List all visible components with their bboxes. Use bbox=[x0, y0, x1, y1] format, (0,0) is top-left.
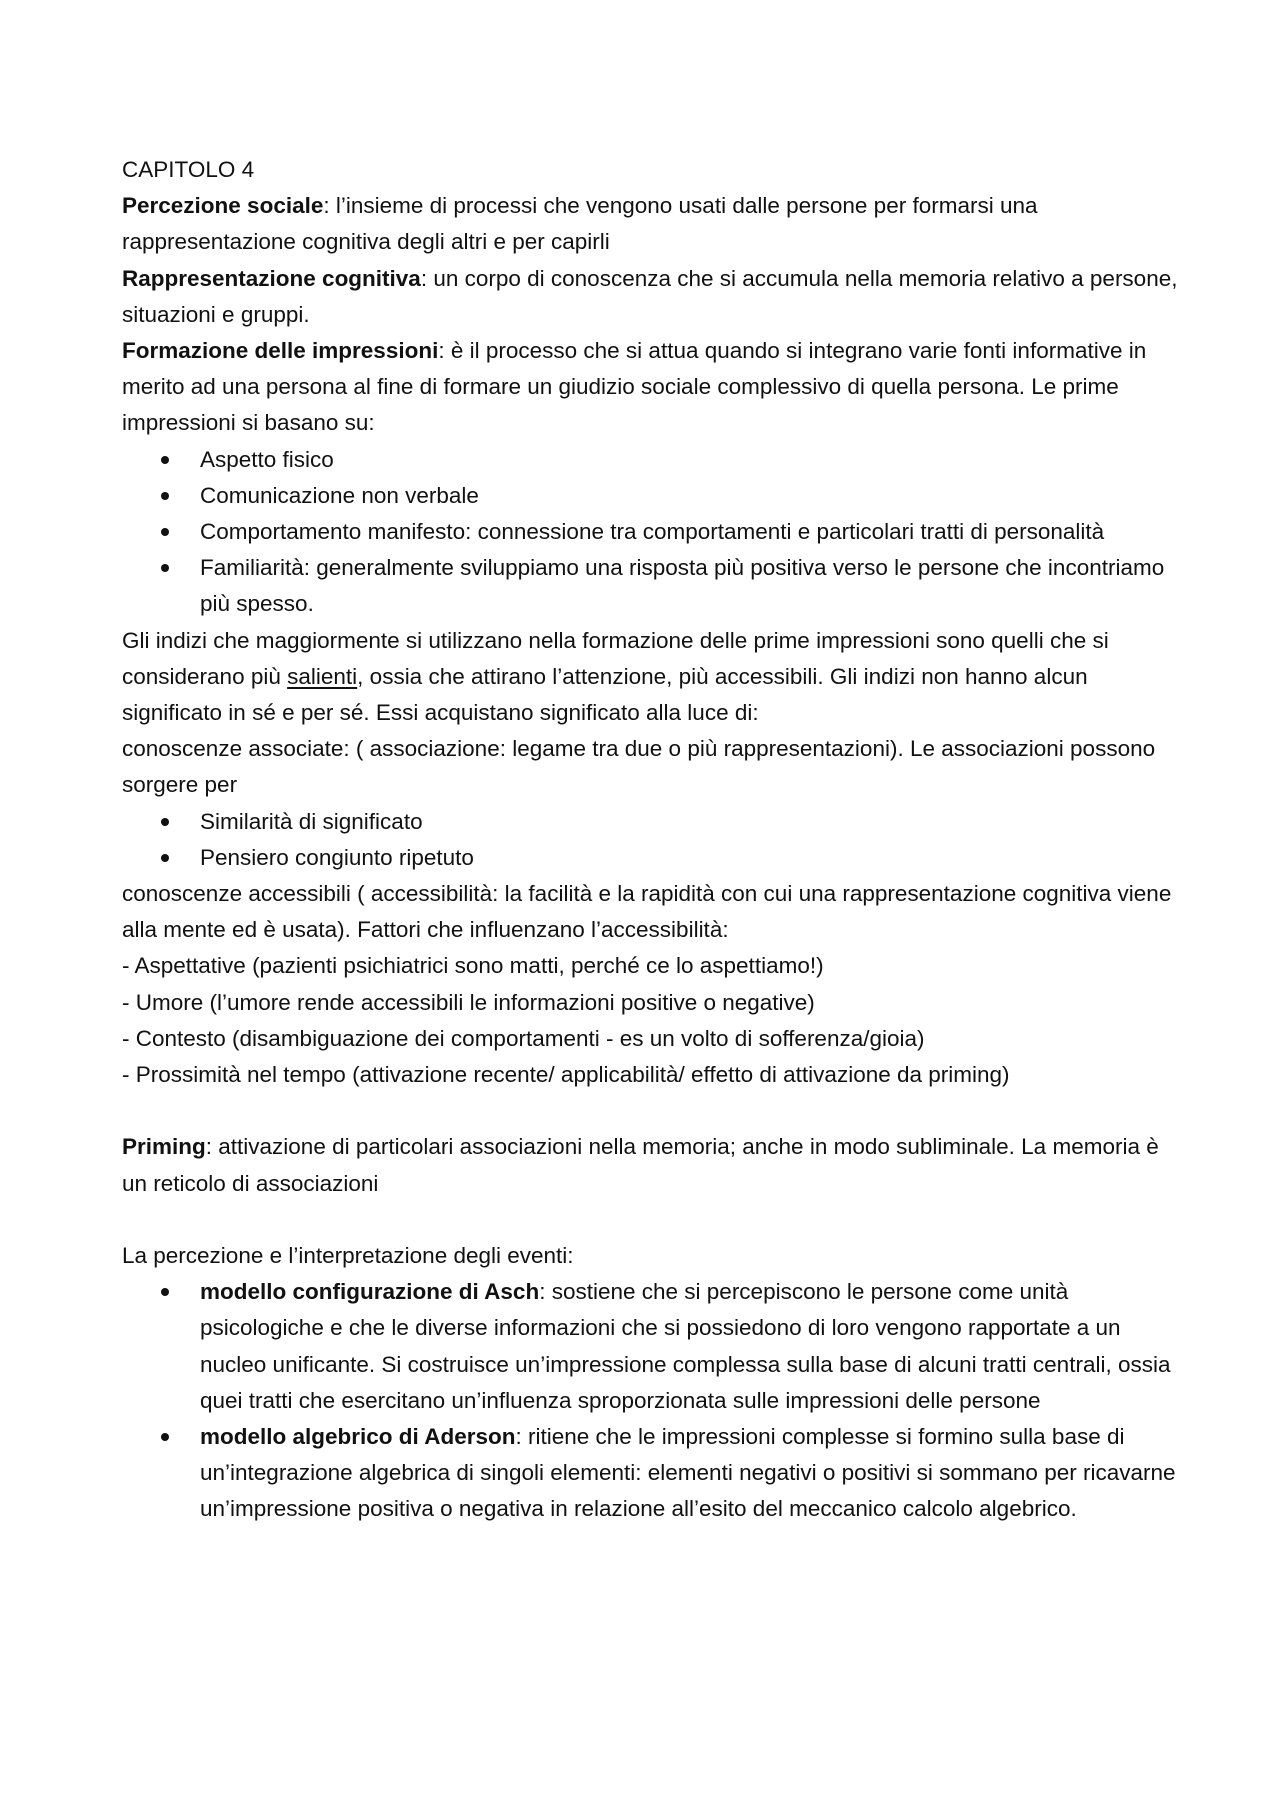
blank-line bbox=[122, 1093, 1182, 1129]
list-item-aderson bbox=[200, 1419, 1182, 1528]
fattore-line: - Contesto (disambiguazione dei comportamenti - es un volto di sofferenza/gioia) bbox=[122, 1025, 925, 1051]
term-priming: Priming bbox=[122, 1134, 206, 1160]
models-list bbox=[122, 1274, 1182, 1527]
fattore-line: - Aspettative (pazienti psichiatrici sono matti, perché ce lo aspettiamo!) bbox=[122, 953, 824, 979]
list-item: Pensiero congiunto ripetuto bbox=[200, 840, 1182, 876]
underlined-word-salienti: salienti bbox=[287, 663, 358, 689]
list-item: Aspetto fisico bbox=[200, 442, 1182, 478]
fattore-line: - Umore (l’umore rende accessibili le informazioni positive o negative) bbox=[122, 989, 815, 1015]
term-modello-asch: modello configurazione di Asch bbox=[200, 1279, 540, 1305]
impressions-basis-list bbox=[122, 442, 1182, 623]
indizi-paragraph bbox=[122, 623, 1182, 732]
definition-percezione-sociale bbox=[122, 188, 1182, 260]
definition-formazione-impressioni bbox=[122, 333, 1182, 442]
conoscenze-accessibili-paragraph: conoscenze accessibili ( accessibilità: la facilità e la rapidità con cui una rappresentazione cognitiva viene alla mente ed è usata). Fattori che influenzano l’accessibilità: bbox=[122, 881, 1172, 943]
list-item: Comportamento manifesto: connessione tra comportamenti e particolari tratti di personalità bbox=[200, 514, 1182, 550]
definition-text-priming: : attivazione di particolari associazioni nella memoria; anche in modo subliminale. La memoria è un reticolo di associazioni bbox=[122, 1134, 1159, 1196]
definition-text-percezione-sociale: : l’insieme di processi che vengono usati dalle persone per formarsi una rappresentazione cognitiva degli altri e per capirli bbox=[122, 193, 1038, 255]
term-rappresentazione-cognitiva: Rappresentazione cognitiva bbox=[122, 265, 421, 291]
blank-line bbox=[122, 1202, 1182, 1238]
indizi-text-after: , ossia che attirano l’attenzione, più accessibili. Gli indizi non hanno alcun significato in sé e per sé. Essi acquistano significato alla luce di: bbox=[122, 663, 1088, 726]
term-percezione-sociale: Percezione sociale bbox=[122, 193, 324, 219]
list-item: Familiarità: generalmente sviluppiamo una risposta più positiva verso le persone che incontriamo più spesso. bbox=[200, 550, 1182, 622]
interpretazione-intro: La percezione e l’interpretazione degli eventi: bbox=[122, 1243, 574, 1269]
chapter-title: CAPITOLO 4 bbox=[122, 157, 255, 182]
term-formazione-impressioni: Formazione delle impressioni bbox=[122, 338, 439, 364]
associations-list bbox=[122, 804, 1182, 876]
fattore-line: - Prossimità nel tempo (attivazione recente/ applicabilità/ effetto di attivazione da priming) bbox=[122, 1062, 1010, 1088]
conoscenze-associate-paragraph: conoscenze associate: ( associazione: legame tra due o più rappresentazioni). Le associazioni possono sorgere per bbox=[122, 736, 1156, 798]
text-modello-aderson: : ritiene che le impressioni complesse si formino sulla base di un’integrazione algebrica di singoli elementi: elementi negativi o positivi si sommano per ricavarne un’impressione positiva o negativa in relazione all’esito del meccanico calcolo algebrico. bbox=[200, 1424, 1176, 1522]
term-modello-aderson: modello algebrico di Aderson bbox=[200, 1424, 516, 1450]
indizi-text-before: Gli indizi che maggiormente si utilizzano nella formazione delle prime impressioni sono quelli che si considerano più bbox=[122, 627, 1109, 689]
list-item: Similarità di significato bbox=[200, 804, 1182, 840]
text-modello-asch: : sostiene che si percepiscono le persone come unità psicologiche e che le diverse informazioni che si possiedono di loro vengono rapportate a un nucleo unificante. Si costruisce un’impressione complessa sulla base di alcuni tratti centrali, ossia quei tratti che esercitano un’influenza sproporzionata sulle impressioni delle persone bbox=[200, 1279, 1171, 1413]
definition-rappresentazione-cognitiva bbox=[122, 261, 1182, 333]
definition-text-rappresentazione-cognitiva: : un corpo di conoscenza che si accumula nella memoria relativo a persone, situazioni e gruppi. bbox=[122, 265, 1178, 327]
list-item-asch bbox=[200, 1274, 1182, 1419]
document-page bbox=[122, 152, 1182, 1528]
list-item: Comunicazione non verbale bbox=[200, 478, 1182, 514]
definition-text-formazione-impressioni: : è il processo che si attua quando si integrano varie fonti informative in merito ad una persona al fine di formare un giudizio sociale complessivo di quella persona. Le prime impressioni si basano su: bbox=[122, 338, 1147, 436]
definition-priming bbox=[122, 1129, 1182, 1201]
